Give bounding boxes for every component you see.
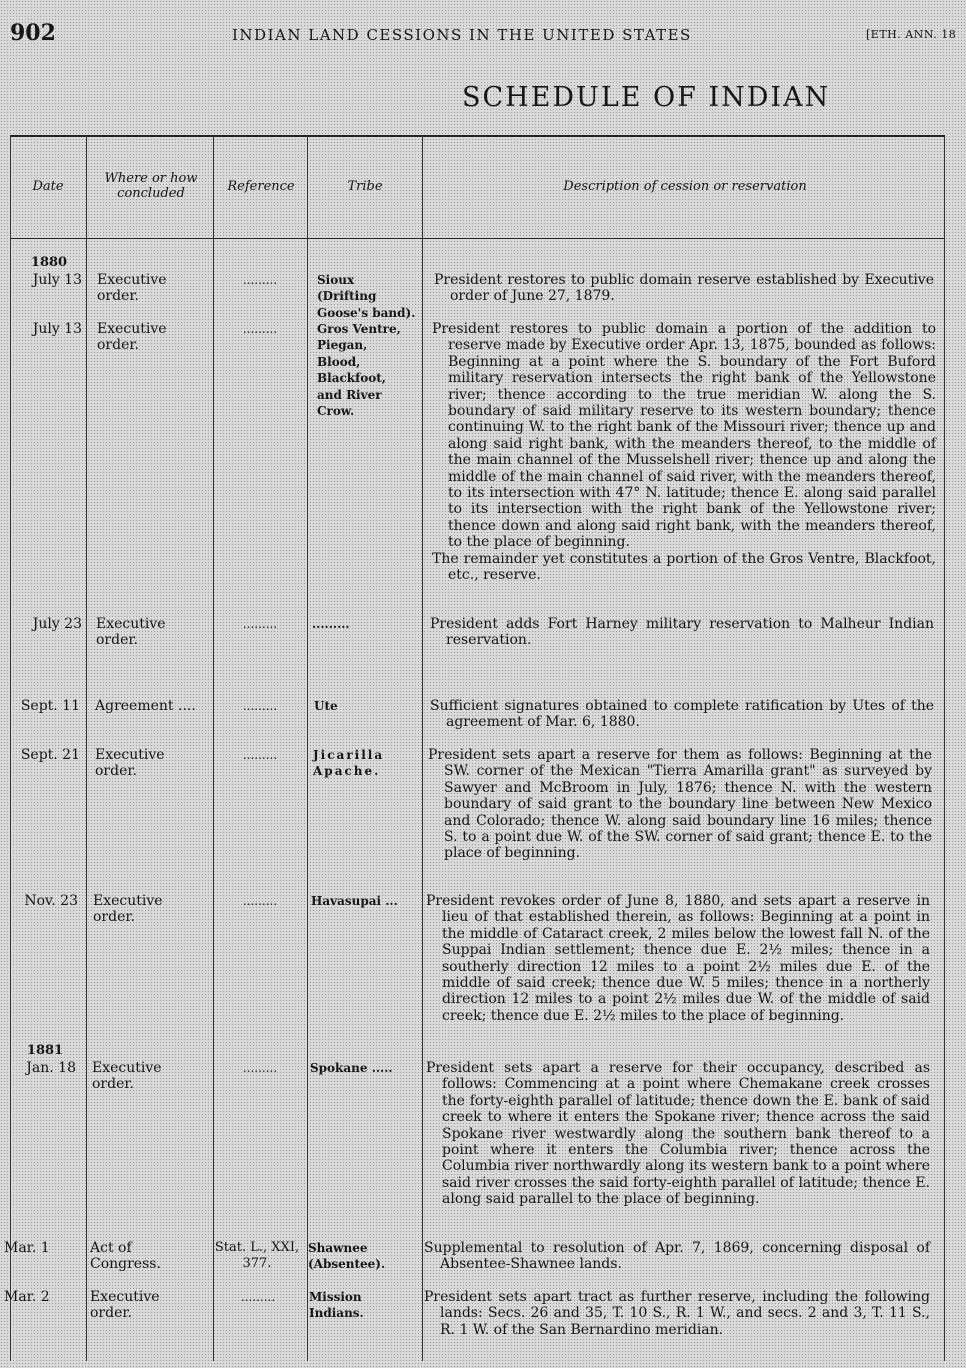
row-tribe: Havasupai ... xyxy=(311,894,398,908)
row-tribe: Gros Ventre, Piegan, Blood, Blackfoot, and River Crow. xyxy=(317,322,401,419)
row-date: Nov. 23 xyxy=(24,893,78,909)
column-divider xyxy=(213,136,214,1361)
row-date: Mar. 2 xyxy=(4,1289,50,1305)
row-date: Jan. 18 xyxy=(26,1060,76,1076)
header-bottom-rule xyxy=(10,238,945,239)
row-where: Executive order. xyxy=(90,1289,160,1322)
table-top-rule xyxy=(10,135,945,137)
row-description xyxy=(430,616,934,649)
row-date: July 13 xyxy=(32,272,82,288)
row-tribe: Shawnee (Absentee). xyxy=(308,1241,386,1272)
row-description xyxy=(428,747,932,862)
row-description xyxy=(426,1060,930,1208)
row-tribe: Ute xyxy=(314,699,338,713)
description-text: President revokes order of June 8, 1880, and sets apart a reserve in lieu of that established therein, as follows: Beginning at a point in the middle of Cataract creek, 2 miles below the lowest fall N. of the Suppai Indian settlement; thence due E. 2½ miles; thence in a southerly direction 12 miles to a point 2½ miles due E. of the middle of said creek; thence due W. 5 miles; thence in a northerly direction 12 miles to a point 2½ miles due W. of the middle of said creek; thence due E. 2½ miles to the place of beginning. xyxy=(426,893,930,1024)
row-description xyxy=(430,698,934,731)
row-date: Sept. 21 xyxy=(20,747,80,763)
running-section: [ETH. ANN. 18 xyxy=(866,28,957,41)
row-date: Sept. 11 xyxy=(20,698,80,714)
row-description xyxy=(424,1240,930,1273)
page-number: 902 xyxy=(10,20,56,46)
description-text: Sufficient signatures obtained to complete ratification by Utes of the agreement of Mar. 6, 1880. xyxy=(430,698,934,731)
year-label: 1881 xyxy=(26,1043,64,1058)
row-where: Executive order. xyxy=(97,321,167,354)
row-reference: ......... xyxy=(242,1061,278,1075)
column-divider xyxy=(86,136,87,1361)
table-right-border xyxy=(944,136,945,1361)
row-tribe: Jicarilla Apache. xyxy=(313,748,385,779)
row-reference: ......... xyxy=(242,748,278,762)
row-reference: Stat. L., XXI, 377. xyxy=(214,1240,300,1272)
row-date: July 23 xyxy=(32,616,82,632)
column-divider xyxy=(422,136,423,1361)
column-header-date: Date xyxy=(32,179,64,194)
row-tribe: Spokane ..... xyxy=(310,1061,393,1075)
column-header-where: Where or how concluded xyxy=(104,171,198,201)
row-tribe: ......... xyxy=(312,617,350,631)
column-header-tribe: Tribe xyxy=(347,179,383,194)
row-reference: ......... xyxy=(242,699,278,713)
row-description xyxy=(426,893,930,1024)
row-description xyxy=(424,1289,930,1338)
row-where: Agreement .... xyxy=(95,698,196,714)
row-reference: ......... xyxy=(242,617,278,631)
column-header-reference: Reference xyxy=(227,179,295,194)
row-reference: ......... xyxy=(240,1290,276,1304)
row-where: Executive order. xyxy=(95,747,165,780)
row-tribe: Sioux (Drifting Goose's band). xyxy=(317,273,416,320)
description-text: President sets apart a reserve for them as follows: Beginning at the SW. corner of the Mexican "Tierra Amarilla grant" as surveyed by Sawyer and McBroom in July, 1876; thence N. with the western boundary of said grant to the boundary line between New Mexico and Colorado; thence W. along said boundary line 16 miles; thence S. to a point due W. of the SW. corner of said grant; thence E. to the place of beginning. xyxy=(428,747,932,862)
year-label: 1880 xyxy=(30,255,68,270)
row-where: Executive order. xyxy=(96,616,166,649)
row-where: Executive order. xyxy=(92,1060,162,1093)
description-text: President adds Fort Harney military reservation to Malheur Indian reservation. xyxy=(430,616,934,649)
row-tribe: Mission Indians. xyxy=(309,1290,364,1321)
description-text: Supplemental to resolution of Apr. 7, 1869, concerning disposal of Absentee-Shawnee lands. xyxy=(424,1240,930,1273)
row-description xyxy=(432,321,936,584)
column-divider xyxy=(307,136,308,1361)
description-text: President sets apart tract as further reserve, including the following lands: Secs. 26 and 35, T. 10 S., R. 1 W., and secs. 2 and 3, T. 11 S., R. 1 W. of the San Bernardino meridian. xyxy=(424,1289,930,1338)
row-where: Executive order. xyxy=(93,893,163,926)
row-where: Act of Congress. xyxy=(90,1240,161,1273)
description-text: President restores to public domain reserve established by Executive order of June 27, 1879. xyxy=(434,272,934,305)
row-reference: ......... xyxy=(242,273,278,287)
row-reference: ......... xyxy=(242,322,278,336)
row-date: July 13 xyxy=(32,321,82,337)
description-text: President restores to public domain a portion of the addition to reserve made by Executive order Apr. 13, 1875, bounded as follows: Beginning at a point where the S. boundary of the Fort Buford military reservation intersects the right bank of the Yellowstone river; thence according to the true meridian W. along the S. boundary of said military reserve to its western boundary; thence continuing W. to the right bank of the Missouri river; thence up and along said right bank, with the meanders thereof, to the middle of the main channel of the Musselshell river; thence up and along the middle of the main channel of said river, with the meanders thereof, to its intersection with 47° N. latitude; thence E. along said parallel to its intersection with the right bank of the Yellowstone river; thence down and along said right bank, with the meanders thereof, to the place of beginning. xyxy=(432,321,936,551)
description-text: President sets apart a reserve for their occupancy, described as follows: Commencing at a point where Chemakane creek crosses the forty-eighth parallel of latitude; thence down the E. bank of said creek to where it enters the Spokane river; thence across the said Spokane river westwardly along the southern bank thereof to a point where it enters the Columbia river; thence across the Columbia river northwardly along its western bank to a point where said river crosses the said forty-eighth parallel of latitude; thence E. along said parallel to the place of beginning. xyxy=(426,1060,930,1208)
row-where: Executive order. xyxy=(97,272,167,305)
row-description xyxy=(434,272,934,305)
schedule-title: SCHEDULE OF INDIAN xyxy=(462,82,831,113)
row-reference: ......... xyxy=(242,894,278,908)
column-header-description: Description of cession or reservation xyxy=(563,179,807,194)
running-title: INDIAN LAND CESSIONS IN THE UNITED STATES xyxy=(232,26,692,44)
description-note: The remainder yet constitutes a portion of the Gros Ventre, Blackfoot, etc., reserve. xyxy=(432,550,936,584)
row-date: Mar. 1 xyxy=(4,1240,50,1256)
